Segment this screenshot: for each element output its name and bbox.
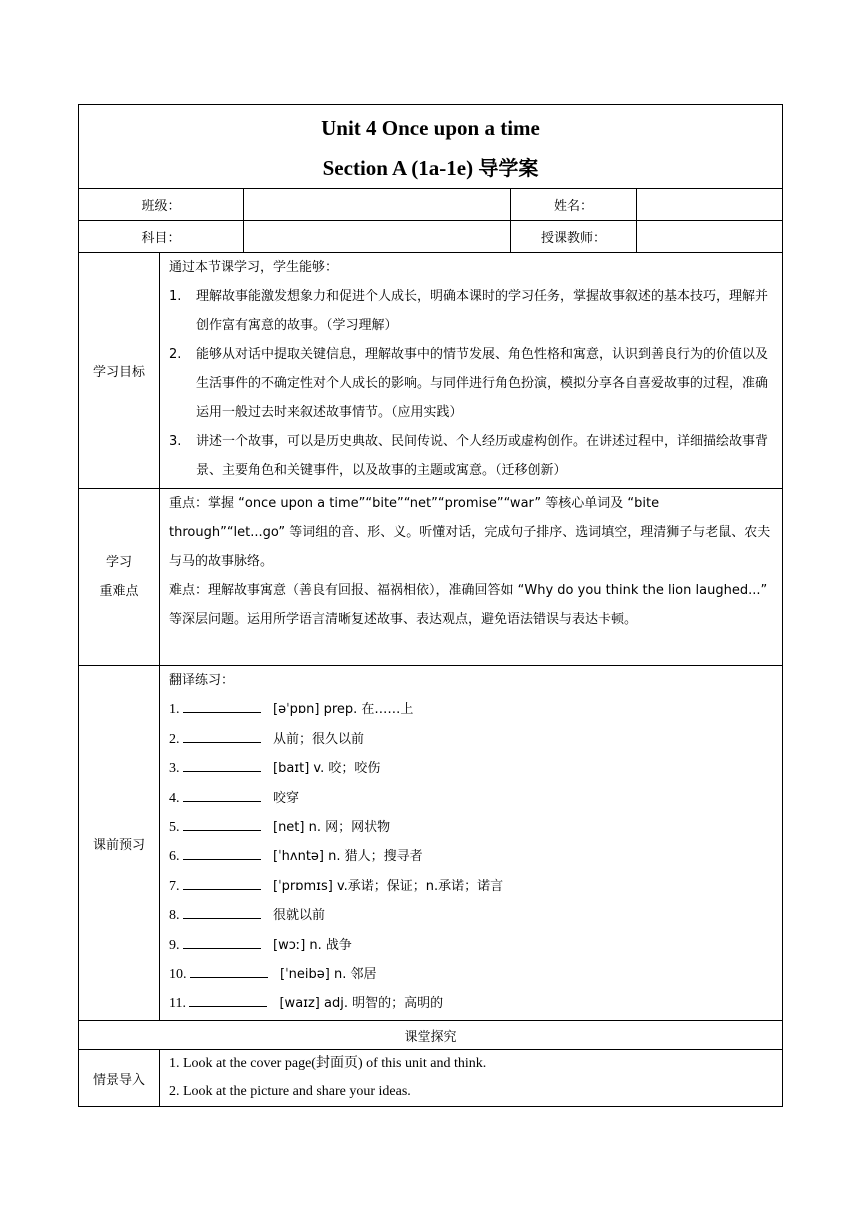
objectives-intro: 通过本节课学习，学生能够： — [169, 260, 339, 275]
intro-label: 情景导入 — [79, 1050, 160, 1107]
teacher-label: 授课教师： — [511, 221, 637, 253]
vocab-item: 11. [waɪz] adj. 明智的；高明的 — [169, 989, 772, 1018]
class-field[interactable] — [244, 189, 511, 221]
page-title: Unit 4 Once upon a time — [321, 115, 540, 140]
teacher-field[interactable] — [637, 221, 783, 253]
title-cell — [79, 105, 783, 189]
answer-blank[interactable] — [183, 728, 261, 743]
subtitle-en: Section A (1a-1e) — [322, 155, 474, 180]
vocab-item: 5. [net] n. 网；网状物 — [169, 813, 772, 842]
answer-blank[interactable] — [190, 963, 268, 978]
preview-content — [160, 666, 783, 1021]
vocab-item: 10. [ˈneibə] n. 邻居 — [169, 960, 772, 989]
objective-item: 2. 能够从对话中提取关键信息，理解故事中的情节发展、角色性格和寓意，认识到善良行为的价值以及生活事件的不确定性对个人成长的影响。与同伴进行角色扮演，模拟分享各自喜爱故事的过程，准确运用一般过去时来叙述故事情节。（应用实践） — [169, 347, 769, 420]
answer-blank[interactable] — [183, 698, 261, 713]
vocab-item: 4. 咬穿 — [169, 784, 772, 813]
answer-blank[interactable] — [189, 992, 267, 1007]
objective-item: 3. 讲述一个故事，可以是历史典故、民间传说、个人经历或虚构创作。在讲述过程中，详细描绘故事背景、主要角色和关键事件，以及故事的主题或寓意。（迁移创新） — [169, 434, 769, 478]
preview-heading: 翻译练习： — [169, 673, 235, 688]
vocab-item: 3. [baɪt] v. 咬；咬伤 — [169, 754, 772, 783]
subtitle-cn: 导学案 — [478, 155, 539, 180]
key-point-text: 重点：掌握 “once upon a time”“bite”“net”“promise”“war” 等核心单词及 “bite through”“let...go” 等词组的音、形、义。听懂对话，完成句子排序、选词填空，理清狮子与老鼠、农夫与马的故事脉络。 — [169, 496, 771, 569]
name-field[interactable] — [637, 189, 783, 221]
vocab-item: 2. 从前；很久以前 — [169, 725, 772, 754]
objective-item: 1. 理解故事能激发想象力和促进个人成长，明确本课时的学习任务，掌握故事叙述的基本技巧，理解并创作富有寓意的故事。（学习理解） — [169, 289, 769, 333]
vocab-item: 7. [ˈprɒmɪs] v.承诺；保证；n.承诺；诺言 — [169, 872, 772, 901]
vocab-item: 9. [wɔː] n. 战争 — [169, 931, 772, 960]
worksheet-table — [78, 104, 783, 1107]
difficulty-text: 难点：理解故事寓意（善良有回报、福祸相依），准确回答如 “Why do you think the lion laughed...” 等深层问题。运用所学语言清晰复述故事、表达观点，避免语法错误与表达卡顿。 — [169, 583, 768, 627]
answer-blank[interactable] — [183, 904, 261, 919]
subject-label: 科目： — [79, 221, 244, 253]
answer-blank[interactable] — [183, 875, 261, 890]
page-subtitle — [79, 153, 782, 183]
name-label: 姓名： — [511, 189, 637, 221]
objectives-content — [160, 253, 783, 489]
keypoints-content — [160, 489, 783, 666]
vocab-item: 1. [əˈpɒn] prep. 在……上 — [169, 695, 772, 724]
answer-blank[interactable] — [183, 787, 261, 802]
objectives-label: 学习目标 — [79, 253, 160, 489]
intro-content — [160, 1050, 783, 1107]
answer-blank[interactable] — [183, 845, 261, 860]
intro-line-2: 2. Look at the picture and share your ideas. — [169, 1084, 411, 1099]
answer-blank[interactable] — [183, 816, 261, 831]
vocab-item: 8. 很就以前 — [169, 901, 772, 930]
class-label: 班级： — [79, 189, 244, 221]
preview-label: 课前预习 — [79, 666, 160, 1021]
keypoints-label: 学习 重难点 — [79, 489, 160, 666]
classroom-heading: 课堂探究 — [79, 1021, 783, 1050]
answer-blank[interactable] — [183, 934, 261, 949]
vocab-item: 6. [ˈhʌntə] n. 猎人；搜寻者 — [169, 842, 772, 871]
answer-blank[interactable] — [183, 757, 261, 772]
intro-line-1: 1. Look at the cover page(封面页) of this unit and think. — [169, 1056, 487, 1071]
subject-field[interactable] — [244, 221, 511, 253]
